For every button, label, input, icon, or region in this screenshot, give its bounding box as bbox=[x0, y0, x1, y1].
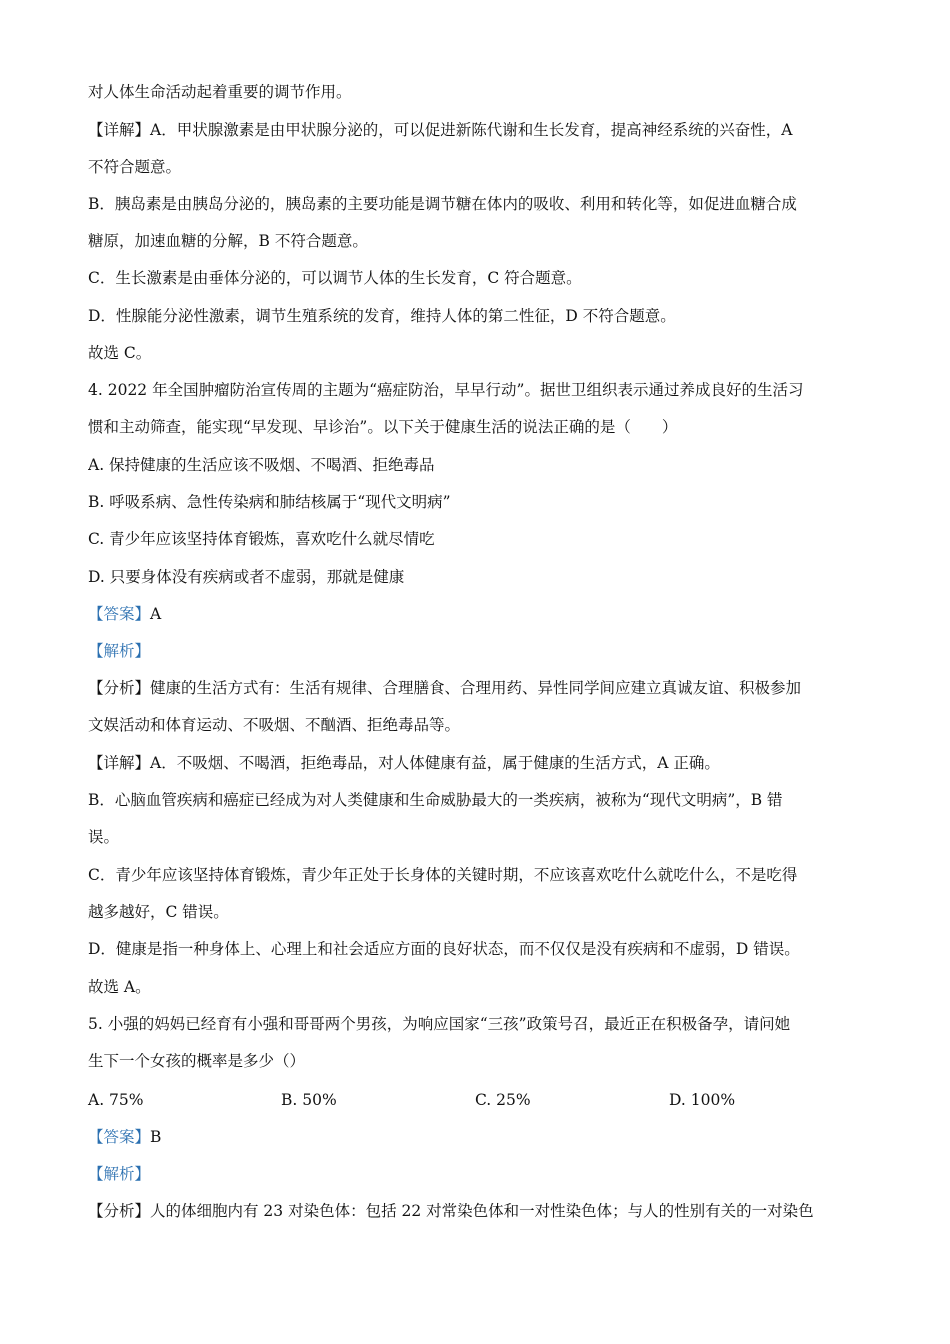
text-line: 误。 bbox=[88, 828, 120, 846]
text-line: 文娱活动和体育运动、不吸烟、不酗酒、拒绝毒品等。 bbox=[88, 716, 461, 734]
answer-line bbox=[88, 1126, 878, 1148]
question-4-stem: 4. 2022 年全国肿瘤防治宣传周的主题为“癌症防治，早早行动”。据世卫组织表示通过养成良好的生活习 bbox=[88, 381, 804, 399]
text-line: 故选 C。 bbox=[88, 344, 152, 362]
text-line: 越多越好，C 错误。 bbox=[88, 903, 229, 921]
text-line: C．生长激素是由垂体分泌的，可以调节人体的生长发育，C 符合题意。 bbox=[88, 269, 582, 287]
text-line: 对人体生命活动起着重要的调节作用。 bbox=[88, 83, 352, 101]
answer-label: 【答案】 bbox=[88, 1128, 151, 1146]
text-line: 【详解】A．不吸烟、不喝酒，拒绝毒品，对人体健康有益，属于健康的生活方式，A 正确。 bbox=[88, 754, 720, 772]
text-line: C．青少年应该坚持体育锻炼，青少年正处于长身体的关键时期，不应该喜欢吃什么就吃什么，不是吃得 bbox=[88, 866, 798, 884]
answer-value: A bbox=[150, 605, 162, 623]
option-d: D. 只要身体没有疾病或者不虚弱，那就是健康 bbox=[88, 568, 405, 586]
text-line: 【分析】人的体细胞内有 23 对染色体：包括 22 对常染色体和一对性染色体；与人的性别有关的一对染色 bbox=[88, 1202, 814, 1220]
text-line: 【详解】A．甲状腺激素是由甲状腺分泌的，可以促进新陈代谢和生长发育，提高神经系统的兴奋性，A bbox=[88, 121, 793, 139]
text-line: 【分析】健康的生活方式有：生活有规律、合理膳食、合理用药、异性同学间应建立真诚友谊、积极参加 bbox=[88, 679, 802, 697]
option-a: A. 75% bbox=[88, 1091, 144, 1109]
answer-label: 【答案】 bbox=[88, 605, 151, 623]
text-line: 不符合题意。 bbox=[88, 158, 182, 176]
option-b: B. 呼吸系病、急性传染病和肺结核属于“现代文明病” bbox=[88, 493, 451, 511]
answer-value: B bbox=[150, 1128, 162, 1146]
question-5-stem: 5. 小强的妈妈已经育有小强和哥哥两个男孩，为响应国家“三孩”政策号召，最近正在积极备孕，请问她 bbox=[88, 1015, 791, 1033]
question-4-stem: 惯和主动筛查，能实现“早发现、早诊治”。以下关于健康生活的说法正确的是（ ） bbox=[88, 418, 678, 436]
text-line: 故选 A。 bbox=[88, 978, 151, 996]
text-line: B．心脑血管疾病和癌症已经成为对人类健康和生命威胁最大的一类疾病，被称为“现代文明病”，B 错 bbox=[88, 791, 783, 809]
text-line: B．胰岛素是由胰岛分泌的，胰岛素的主要功能是调节糖在体内的吸收、利用和转化等，如促进血糖合成 bbox=[88, 195, 797, 213]
option-c: C. 青少年应该坚持体育锻炼，喜欢吃什么就尽情吃 bbox=[88, 530, 435, 548]
question-5-stem: 生下一个女孩的概率是多少（） bbox=[88, 1052, 306, 1070]
text-line: D．健康是指一种身体上、心理上和社会适应方面的良好状态，而不仅仅是没有疾病和不虚弱，D 错误。 bbox=[88, 940, 800, 958]
option-c: C. 25% bbox=[475, 1091, 531, 1109]
text-line: D．性腺能分泌性激素，调节生殖系统的发育，维持人体的第二性征，D 不符合题意。 bbox=[88, 307, 676, 325]
option-a: A. 保持健康的生活应该不吸烟、不喝酒、拒绝毒品 bbox=[88, 456, 435, 474]
answer-line bbox=[88, 603, 878, 625]
option-d: D. 100% bbox=[669, 1091, 736, 1109]
option-b: B. 50% bbox=[281, 1091, 337, 1109]
text-line: 糖原，加速血糖的分解，B 不符合题意。 bbox=[88, 232, 368, 250]
analysis-heading: 【解析】 bbox=[88, 1165, 151, 1183]
analysis-heading: 【解析】 bbox=[88, 642, 151, 660]
